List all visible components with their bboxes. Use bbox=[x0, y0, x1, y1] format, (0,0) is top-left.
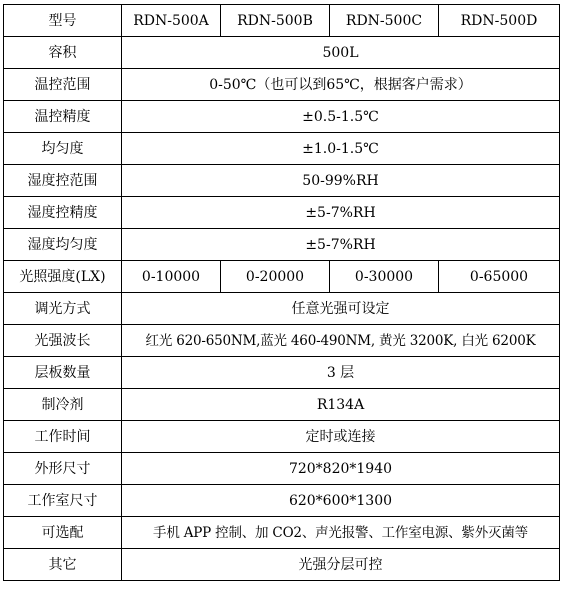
row-label-shelves: 层板数量 bbox=[4, 357, 122, 389]
model-rdn-500b: RDN-500B bbox=[221, 5, 330, 37]
row-label-options: 可选配 bbox=[4, 517, 122, 549]
light-intensity-b: 0-20000 bbox=[221, 261, 330, 293]
row-label-temp-precision: 温控精度 bbox=[4, 101, 122, 133]
row-value-humidity-range: 50-99%RH bbox=[122, 165, 560, 197]
model-rdn-500d: RDN-500D bbox=[439, 5, 560, 37]
row-value-dimming: 任意光强可设定 bbox=[122, 293, 560, 325]
row-label-chamber-size: 工作室尺寸 bbox=[4, 485, 122, 517]
row-label-dimming: 调光方式 bbox=[4, 293, 122, 325]
row-label-uniformity: 均匀度 bbox=[4, 133, 122, 165]
row-label-humidity-uniformity: 湿度均匀度 bbox=[4, 229, 122, 261]
table-row-chamber-size bbox=[4, 485, 560, 517]
row-label-humidity-range: 湿度控范围 bbox=[4, 165, 122, 197]
row-value-options: 手机 APP 控制、加 CO2、声光报警、工作室电源、紫外灭菌等 bbox=[122, 517, 560, 549]
table-row-wavelength bbox=[4, 325, 560, 357]
row-value-other: 光强分层可控 bbox=[122, 549, 560, 581]
light-intensity-d: 0-65000 bbox=[439, 261, 560, 293]
spec-table bbox=[3, 4, 560, 581]
model-rdn-500c: RDN-500C bbox=[330, 5, 439, 37]
row-label-refrigerant: 制冷剂 bbox=[4, 389, 122, 421]
row-label-model: 型号 bbox=[4, 5, 122, 37]
model-rdn-500a: RDN-500A bbox=[122, 5, 221, 37]
table-row-humidity-uniformity bbox=[4, 229, 560, 261]
light-intensity-a: 0-10000 bbox=[122, 261, 221, 293]
table-row-options bbox=[4, 517, 560, 549]
table-row-humidity-range bbox=[4, 165, 560, 197]
row-value-shelves: 3 层 bbox=[122, 357, 560, 389]
table-row-shelves bbox=[4, 357, 560, 389]
row-label-outer-size: 外形尺寸 bbox=[4, 453, 122, 485]
row-value-temp-range: 0-50℃（也可以到65℃，根据客户需求） bbox=[122, 69, 560, 101]
table-row-humidity-precision bbox=[4, 197, 560, 229]
row-label-temp-range: 温控范围 bbox=[4, 69, 122, 101]
table-row-light-intensity bbox=[4, 261, 560, 293]
row-value-humidity-uniformity: ±5-7%RH bbox=[122, 229, 560, 261]
row-label-humidity-precision: 湿度控精度 bbox=[4, 197, 122, 229]
row-value-chamber-size: 620*600*1300 bbox=[122, 485, 560, 517]
row-value-wavelength: 红光 620-650NM,蓝光 460-490NM, 黄光 3200K, 白光 6200K bbox=[122, 325, 560, 357]
row-value-outer-size: 720*820*1940 bbox=[122, 453, 560, 485]
row-label-volume: 容积 bbox=[4, 37, 122, 69]
row-value-temp-precision: ±0.5-1.5℃ bbox=[122, 101, 560, 133]
row-value-humidity-precision: ±5-7%RH bbox=[122, 197, 560, 229]
table-row-temp-precision bbox=[4, 101, 560, 133]
table-row-uniformity bbox=[4, 133, 560, 165]
table-row-refrigerant bbox=[4, 389, 560, 421]
table-row-working-time bbox=[4, 421, 560, 453]
row-label-light-intensity: 光照强度(LX) bbox=[4, 261, 122, 293]
row-value-working-time: 定时或连接 bbox=[122, 421, 560, 453]
table-row-model bbox=[4, 5, 560, 37]
table-row-dimming bbox=[4, 293, 560, 325]
row-value-refrigerant: R134A bbox=[122, 389, 560, 421]
row-label-other: 其它 bbox=[4, 549, 122, 581]
row-value-volume: 500L bbox=[122, 37, 560, 69]
table-row-outer-size bbox=[4, 453, 560, 485]
table-row-temp-range bbox=[4, 69, 560, 101]
table-row-volume bbox=[4, 37, 560, 69]
table-row-other bbox=[4, 549, 560, 581]
light-intensity-c: 0-30000 bbox=[330, 261, 439, 293]
row-label-wavelength: 光强波长 bbox=[4, 325, 122, 357]
row-value-uniformity: ±1.0-1.5℃ bbox=[122, 133, 560, 165]
row-label-working-time: 工作时间 bbox=[4, 421, 122, 453]
